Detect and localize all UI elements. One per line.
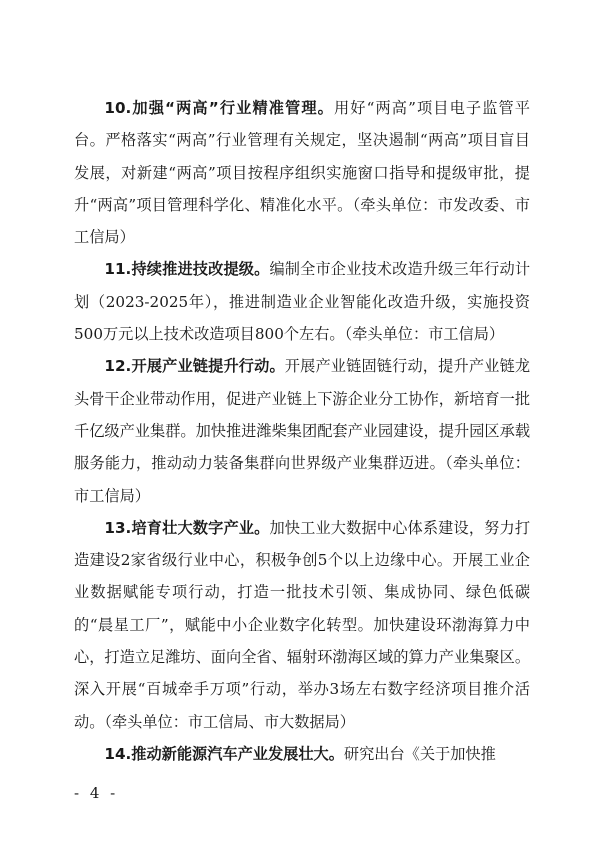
paragraph-12 <box>74 350 530 511</box>
paragraph-heading: 10.加强“两高”行业精准管理。 <box>104 99 334 117</box>
paragraph-14 <box>74 738 530 770</box>
paragraph-11 <box>74 253 530 350</box>
paragraph-heading: 12.开展产业链提升行动。 <box>104 357 285 376</box>
paragraph-text: 编制全市企业技术改造升级三年行动计划（2023-2025年），推进制造业企业智能化改造升级，实施投资500万元以上技术改造项目800个左右。（牵头单位：市工信局） <box>74 260 531 344</box>
paragraph-text: 研究出台《关于加快推 <box>343 744 496 763</box>
paragraph-heading: 13.培育壮大数字产业。 <box>104 518 270 537</box>
document-body <box>74 92 530 770</box>
paragraph-heading: 14.推动新能源汽车产业发展壮大。 <box>104 744 344 763</box>
paragraph-text: 开展产业链固链行动，提升产业链龙头骨干企业带动作用，促进产业链上下游企业分工协作，新培育一批千亿级产业集群。加快推进潍柴集团配套产业园建设，提升园区承载服务能力，推动动力装备集群向世界级产业集群迈进。（牵头单位：市工信局） <box>74 357 531 505</box>
paragraph-text: 用好“两高”项目电子监管平台。严格落实“两高”行业管理有关规定，坚决遏制“两高”项目盲目发展，对新建“两高”项目按程序组织实施窗口指导和提级审批，提升“两高”项目管理科学化、精准化水平。（牵头单位：市发改委、市工信局） <box>74 99 530 247</box>
paragraph-13 <box>74 512 530 738</box>
paragraph-heading: 11.持续推进技改提级。 <box>104 260 270 279</box>
paragraph-text: 加快工业大数据中心体系建设，努力打造建设2家省级行业中心，积极争创5个以上边缘中心。开展工业企业数据赋能专项行动，打造一批技术引领、集成协同、绿色低碳的“晨星工厂”，赋能中小企业数字化转型。加快建设环渤海算力中心，打造立足潍坊、面向全省、辐射环渤海区域的算力产业集聚区。深入开展“百城牵手万项”行动，举办3场左右数字经济项目推介活动。（牵头单位：市工信局、市大数据局） <box>74 518 531 731</box>
page-number: - 4 - <box>74 784 119 802</box>
paragraph-10 <box>74 92 530 253</box>
